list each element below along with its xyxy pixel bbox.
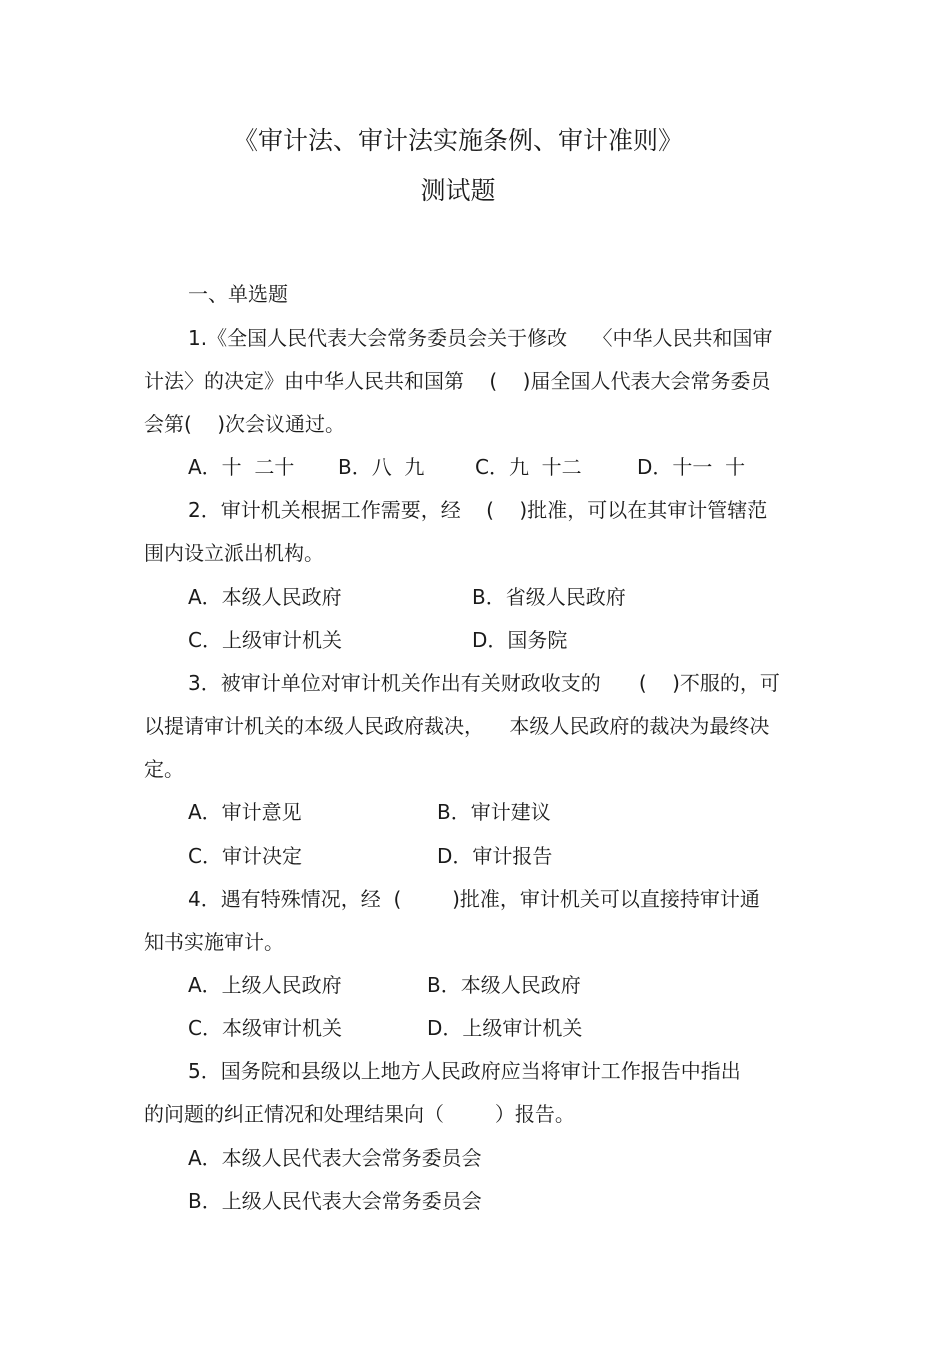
question-4-line-2: 知书实施审计。 (144, 930, 284, 954)
question-1-option-b: B．八 九 (338, 455, 425, 479)
section-heading: 一、单选题 (188, 282, 288, 306)
question-1-line-1: 1.《全国人民代表大会常务委员会关于修改 〈中华人民共和国审 (188, 326, 773, 350)
question-3-line-3: 定。 (144, 757, 184, 781)
question-3-option-c: C．审计决定 (188, 844, 302, 868)
question-2-option-b: B．省级人民政府 (472, 585, 626, 609)
question-1-line-3: 会第( )次会议通过。 (144, 412, 346, 436)
question-2-option-a: A．本级人民政府 (188, 585, 342, 609)
question-3-line-1: 3．被审计单位对审计机关作出有关财政收支的 ( )不服的，可 (188, 671, 780, 695)
question-2-option-c: C．上级审计机关 (188, 628, 342, 652)
question-5-line-1: 5．国务院和县级以上地方人民政府应当将审计工作报告中指出 (188, 1059, 741, 1083)
question-1-line-2: 计法〉的决定》由中华人民共和国第 ( )届全国人代表大会常务委员 (144, 369, 771, 393)
question-4-line-1: 4．遇有特殊情况，经 ( )批准，审计机关可以直接持审计通 (188, 887, 760, 911)
question-3-option-a: A．审计意见 (188, 800, 302, 824)
question-4-option-b: B．本级人民政府 (427, 973, 581, 997)
question-2-line-1: 2．审计机关根据工作需要，经 ( )批准，可以在其审计管辖范 (188, 498, 768, 522)
doc-title-line-2: 测试题 (420, 176, 496, 205)
question-1-option-a: A．十 二十 (188, 455, 295, 479)
question-5-option-b: B．上级人民代表大会常务委员会 (188, 1189, 482, 1213)
question-2-option-d: D．国务院 (472, 628, 568, 652)
question-3-option-d: D．审计报告 (437, 844, 553, 868)
question-1-option-c: C．九 十二 (475, 455, 582, 479)
doc-title-line-1: 《审计法、审计法实施条例、审计准则》 (232, 126, 683, 155)
question-3-option-b: B．审计建议 (437, 800, 551, 824)
question-1-option-d: D．十一 十 (637, 455, 746, 479)
question-4-option-c: C．本级审计机关 (188, 1016, 342, 1040)
question-2-line-2: 围内设立派出机构。 (144, 541, 324, 565)
question-4-option-d: D．上级审计机关 (427, 1016, 583, 1040)
question-5-option-a: A．本级人民代表大会常务委员会 (188, 1146, 482, 1170)
question-5-line-2: 的问题的纠正情况和处理结果向（ ）报告。 (144, 1102, 575, 1126)
question-4-option-a: A．上级人民政府 (188, 973, 342, 997)
question-3-line-2: 以提请审计机关的本级人民政府裁决， 本级人民政府的裁决为最终决 (144, 714, 770, 738)
